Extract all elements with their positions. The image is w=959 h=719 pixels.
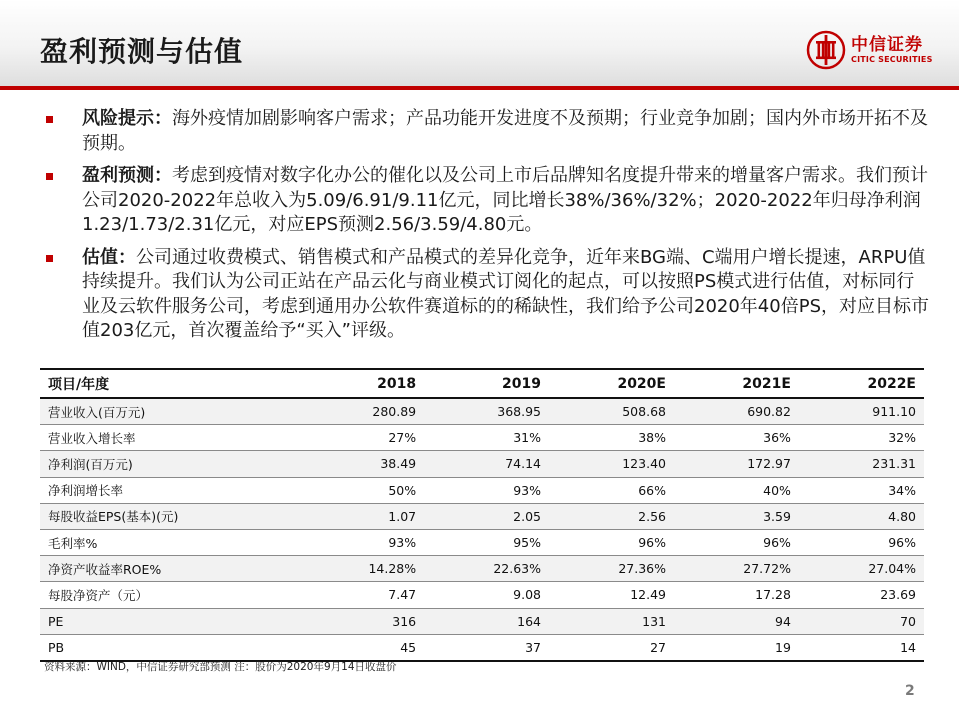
table-header-cell: 2021E [674, 369, 799, 398]
bullet-risk [40, 107, 930, 156]
table-row [40, 503, 924, 529]
bullet-list [40, 107, 930, 352]
row-label-cell: 营业收入增长率 [40, 425, 299, 451]
value-cell: 14.28% [299, 556, 424, 582]
slide-header [0, 0, 959, 86]
company-logo [806, 30, 933, 70]
bullet-valuation [40, 246, 930, 344]
bullet-label: 风险提示： [82, 108, 172, 129]
value-cell: 93% [299, 529, 424, 555]
value-cell: 93% [424, 477, 549, 503]
row-label-cell: 净利润增长率 [40, 477, 299, 503]
value-cell: 66% [549, 477, 674, 503]
bullet-square-icon [46, 116, 53, 123]
value-cell: 23.69 [799, 582, 924, 608]
logo-cn-text: 中信证券 [851, 35, 923, 55]
row-label-cell: 营业收入(百万元) [40, 398, 299, 425]
value-cell: 50% [299, 477, 424, 503]
citic-emblem-icon [806, 30, 846, 70]
value-cell: 316 [299, 608, 424, 634]
value-cell: 911.10 [799, 398, 924, 425]
table-header-cell: 2018 [299, 369, 424, 398]
value-cell: 94 [674, 608, 799, 634]
value-cell: 74.14 [424, 451, 549, 477]
table-row [40, 634, 924, 661]
row-label-cell: 净利润(百万元) [40, 451, 299, 477]
forecast-table-container [40, 368, 924, 662]
value-cell: 1.07 [299, 503, 424, 529]
value-cell: 45 [299, 634, 424, 661]
value-cell: 38.49 [299, 451, 424, 477]
table-row [40, 477, 924, 503]
row-label-cell: PE [40, 608, 299, 634]
value-cell: 690.82 [674, 398, 799, 425]
bullet-text: 海外疫情加剧影响客户需求；产品功能开发进度不及预期；行业竞争加剧；国内外市场开拓不及预期。 [82, 108, 928, 154]
value-cell: 96% [799, 529, 924, 555]
value-cell: 231.31 [799, 451, 924, 477]
value-cell: 32% [799, 425, 924, 451]
value-cell: 36% [674, 425, 799, 451]
value-cell: 27.04% [799, 556, 924, 582]
logo-en-text: CITIC SECURITIES [851, 55, 933, 64]
value-cell: 508.68 [549, 398, 674, 425]
table-row [40, 398, 924, 425]
value-cell: 22.63% [424, 556, 549, 582]
value-cell: 12.49 [549, 582, 674, 608]
table-row [40, 529, 924, 555]
value-cell: 31% [424, 425, 549, 451]
forecast-table [40, 368, 924, 662]
value-cell: 7.47 [299, 582, 424, 608]
value-cell: 96% [674, 529, 799, 555]
row-label-cell: 毛利率% [40, 529, 299, 555]
table-row [40, 582, 924, 608]
value-cell: 2.05 [424, 503, 549, 529]
value-cell: 27 [549, 634, 674, 661]
table-body [40, 398, 924, 661]
value-cell: 37 [424, 634, 549, 661]
header-divider [0, 86, 959, 90]
value-cell: 27.36% [549, 556, 674, 582]
table-header-row [40, 369, 924, 398]
value-cell: 164 [424, 608, 549, 634]
value-cell: 95% [424, 529, 549, 555]
value-cell: 14 [799, 634, 924, 661]
value-cell: 38% [549, 425, 674, 451]
table-row [40, 608, 924, 634]
bullet-square-icon [46, 173, 53, 180]
row-label-cell: 每股净资产（元） [40, 582, 299, 608]
row-label-cell: 每股收益EPS(基本)(元) [40, 503, 299, 529]
bullet-text: 公司通过收费模式、销售模式和产品模式的差异化竞争，近年来BG端、C端用户增长提速，ARPU值持续提升。我们认为公司正站在产品云化与商业模式订阅化的起点，可以按照PS模式进行估值，对标同行业及云软件服务公司，考虑到通用办公软件赛道标的的稀缺性，我们给予公司2020年40倍PS，对应目标市值203亿元，首次覆盖给予“买入”评级。 [82, 246, 929, 341]
value-cell: 2.56 [549, 503, 674, 529]
value-cell: 17.28 [674, 582, 799, 608]
row-label-cell: 净资产收益率ROE% [40, 556, 299, 582]
value-cell: 27.72% [674, 556, 799, 582]
value-cell: 96% [549, 529, 674, 555]
bullet-forecast [40, 164, 930, 238]
value-cell: 131 [549, 608, 674, 634]
value-cell: 3.59 [674, 503, 799, 529]
value-cell: 70 [799, 608, 924, 634]
value-cell: 280.89 [299, 398, 424, 425]
value-cell: 34% [799, 477, 924, 503]
value-cell: 40% [674, 477, 799, 503]
bullet-label: 盈利预测： [82, 165, 172, 186]
table-row [40, 425, 924, 451]
table-header-cell: 2020E [549, 369, 674, 398]
table-header-cell: 2019 [424, 369, 549, 398]
value-cell: 123.40 [549, 451, 674, 477]
bullet-text: 考虑到疫情对数字化办公的催化以及公司上市后品牌知名度提升带来的增量客户需求。我们预计公司2020-2022年总收入为5.09/6.91/9.11亿元，同比增长38%/36%/32%；2020-2022年归母净利润1.23/1.73/2.31亿元，对应EPS预测2.56/3.59/4.80元。 [82, 165, 928, 235]
value-cell: 9.08 [424, 582, 549, 608]
page-title: 盈利预测与估值 [40, 35, 244, 68]
row-label-cell: PB [40, 634, 299, 661]
bullet-label: 估值： [82, 246, 136, 268]
value-cell: 27% [299, 425, 424, 451]
value-cell: 368.95 [424, 398, 549, 425]
page-number: 2 [905, 683, 915, 699]
bullet-square-icon [46, 255, 53, 262]
table-header-cell: 2022E [799, 369, 924, 398]
value-cell: 172.97 [674, 451, 799, 477]
value-cell: 4.80 [799, 503, 924, 529]
table-header-cell: 项目/年度 [40, 369, 299, 398]
table-row [40, 556, 924, 582]
table-row [40, 451, 924, 477]
value-cell: 19 [674, 634, 799, 661]
source-note: 资料来源：WIND，中信证券研究部预测 注：股价为2020年9月14日收盘价 [44, 661, 397, 673]
